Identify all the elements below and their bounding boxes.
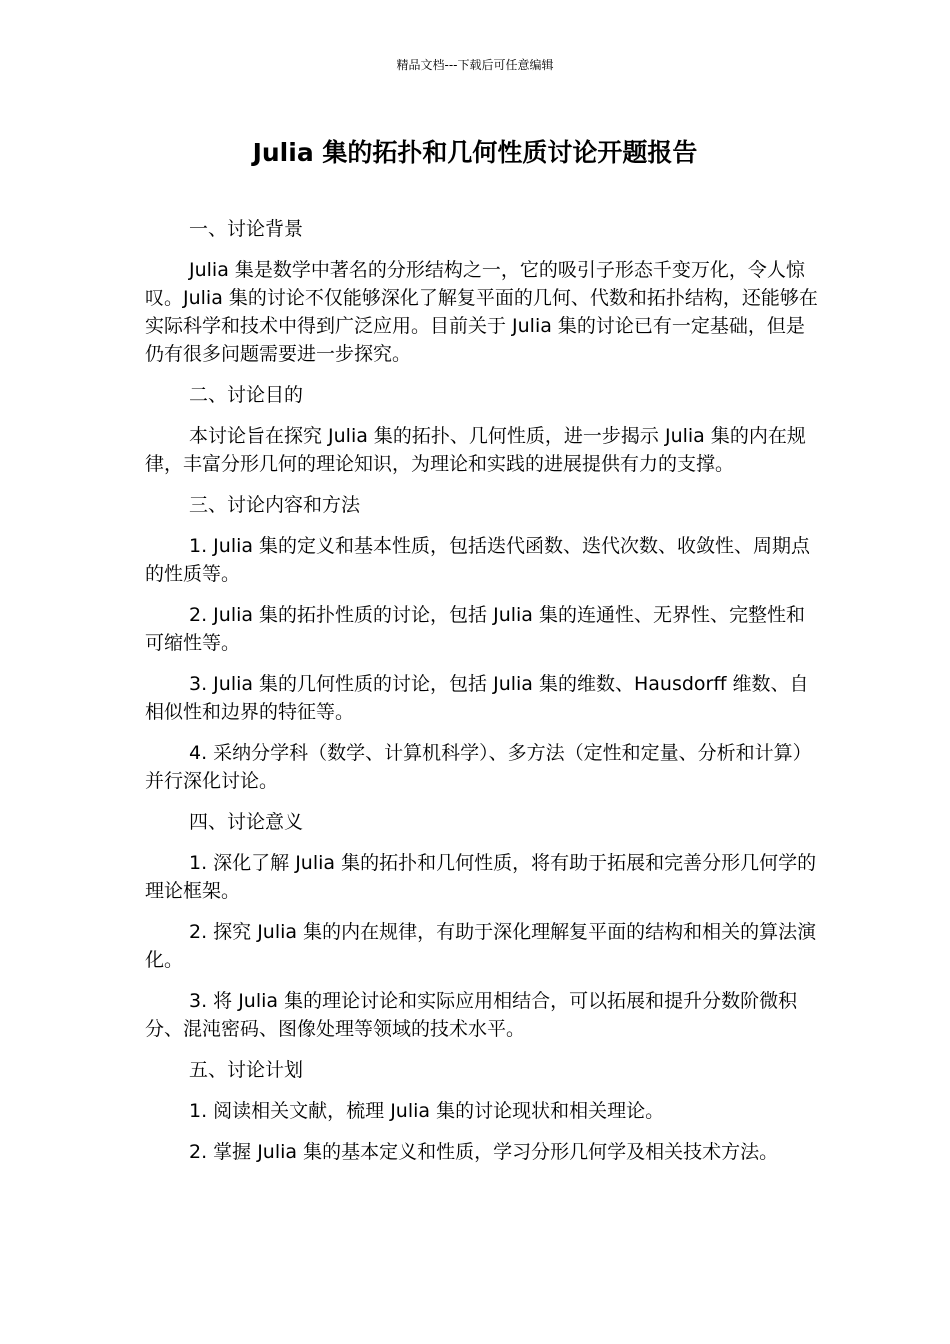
list-item-significance-2: 2. 探究 Julia 集的内在规律，有助于深化理解复平面的结构和相关的算法演化。 (145, 921, 817, 971)
list-item-significance-3: 3. 将 Julia 集的理论讨论和实际应用相结合，可以拓展和提升分数阶微积分、混沌密码、图像处理等领域的技术水平。 (145, 990, 798, 1040)
paragraph-background: Julia 集是数学中著名的分形结构之一，它的吸引子形态千变万化，令人惊叹。Julia 集的讨论不仅能够深化了解复平面的几何、代数和拓扑结构，还能够在实际科学和技术中得到广泛应用。目前关于 Julia 集的讨论已有一定基础，但是仍有很多问题需要进一步探究。 (145, 259, 818, 365)
list-item-content-2: 2. Julia 集的拓扑性质的讨论，包括 Julia 集的连通性、无界性、完整性和可缩性等。 (145, 604, 805, 654)
section-heading-background: 一、讨论背景 (189, 218, 304, 240)
list-item-significance-1: 1. 深化了解 Julia 集的拓扑和几何性质，将有助于拓展和完善分形几何学的理论框架。 (145, 852, 817, 902)
list-item-content-4: 4. 采纳分学科（数学、计算机科学）、多方法（定性和定量、分析和计算）并行深化讨论。 (145, 742, 812, 792)
list-item-content-3: 3. Julia 集的几何性质的讨论，包括 Julia 集的维数、Hausdorff 维数、自相似性和边界的特征等。 (145, 673, 809, 723)
list-item-plan-2: 2. 掌握 Julia 集的基本定义和性质，学习分形几何学及相关技术方法。 (189, 1141, 779, 1163)
section-heading-significance: 四、讨论意义 (189, 811, 304, 833)
list-item-content-1: 1. Julia 集的定义和基本性质，包括迭代函数、迭代次数、收敛性、周期点的性质等。 (145, 535, 811, 585)
list-item-plan-1: 1. 阅读相关文献，梳理 Julia 集的讨论现状和相关理论。 (189, 1100, 665, 1122)
section-heading-content-method: 三、讨论内容和方法 (189, 494, 361, 516)
paragraph-purpose: 本讨论旨在探究 Julia 集的拓扑、几何性质，进一步揭示 Julia 集的内在规律，丰富分形几何的理论知识，为理论和实践的进展提供有力的支撑。 (145, 425, 806, 475)
section-heading-purpose: 二、讨论目的 (189, 384, 304, 406)
section-heading-plan: 五、讨论计划 (189, 1059, 304, 1081)
page-header: 精品文档---下载后可任意编辑 (396, 58, 554, 72)
document-title: Julia 集的拓扑和几何性质讨论开题报告 (252, 138, 698, 167)
document-body (145, 215, 823, 1179)
